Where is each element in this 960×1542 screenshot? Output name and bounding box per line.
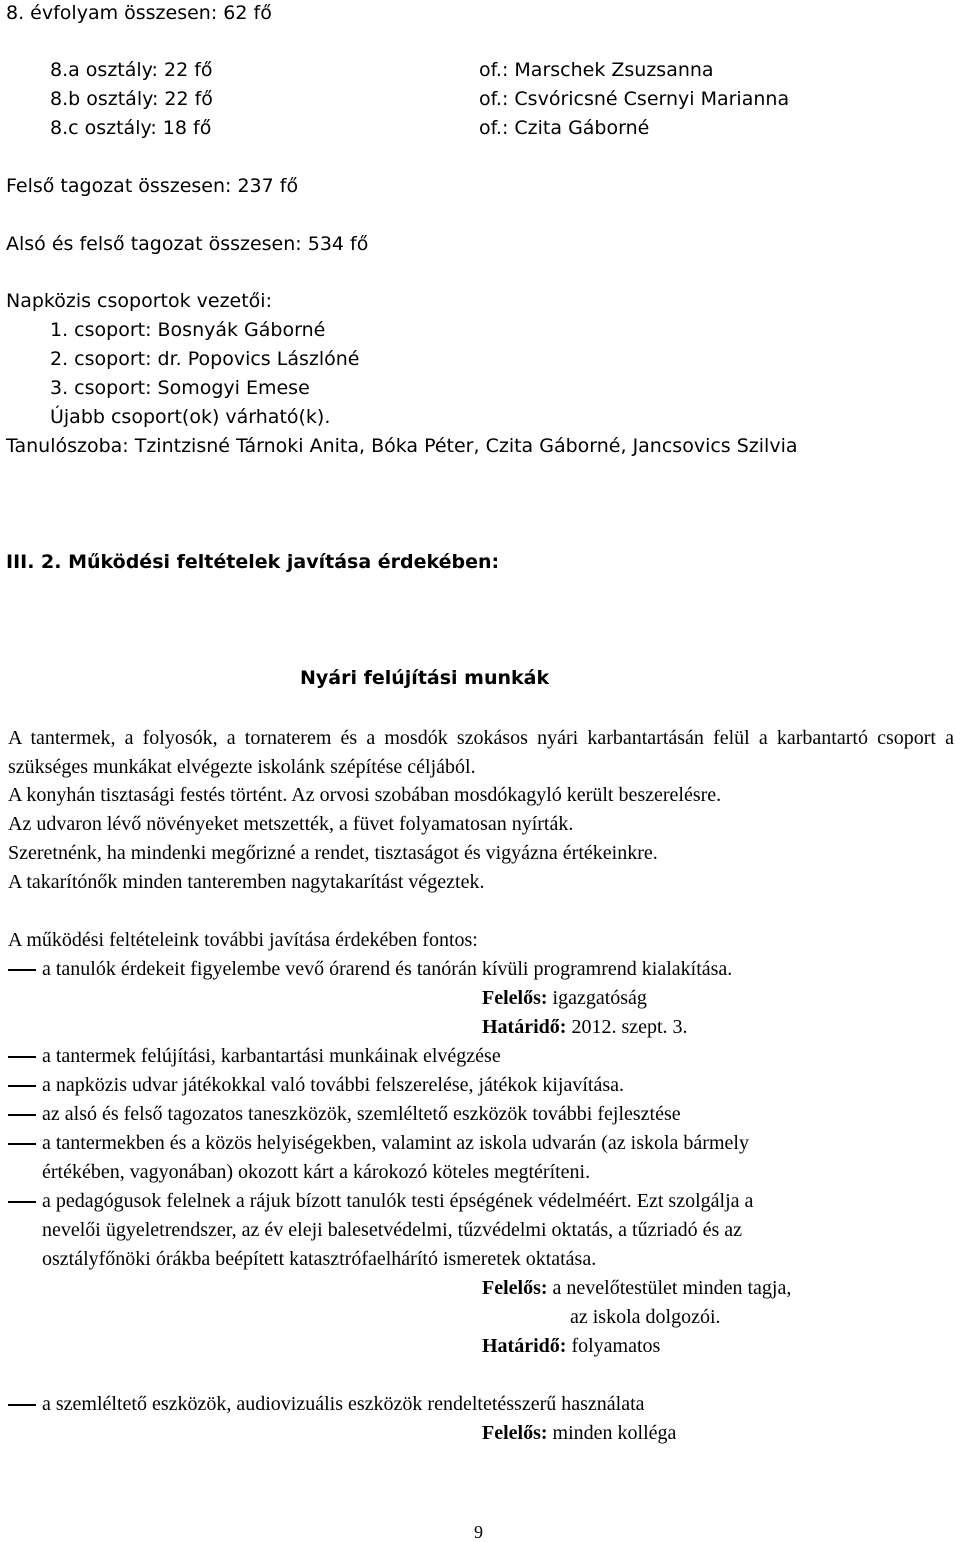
- class-8a-teacher: of.: Marschek Zsuzsanna: [479, 59, 714, 81]
- class-8a: 8.a osztály: 22 fő: [50, 59, 213, 81]
- tanuloszoba: Tanulószoba: Tzintzisné Tárnoki Anita, Bóka Péter, Czita Gáborné, Jancsovics Szilvia: [6, 435, 798, 457]
- item-1-responsible: [482, 988, 647, 1008]
- dash-bullet: [8, 1404, 36, 1406]
- item-6-responsible: [482, 1278, 791, 1298]
- deadline-label: Határidő:: [482, 1016, 567, 1038]
- item-4: az alsó és felső tagozatos taneszközök, szemléltető eszközök további fejlesztése: [42, 1103, 681, 1125]
- item-5-line-1: a tantermekben és a közös helyiségekben, valamint az iskola udvarán (az iskola bármely: [42, 1132, 749, 1154]
- item-6-line-1: a pedagógusok felelnek a rájuk bízott tanulók testi épségének védelméért. Ezt szolgálja a: [42, 1190, 754, 1212]
- item-6-line-2: nevelői ügyeletrendszer, az év eleji balesetvédelmi, tűzvédelmi oktatás, a tűzriadó és az: [42, 1219, 742, 1241]
- grade8-total: 8. évfolyam összesen: 62 fő: [6, 2, 272, 24]
- napkozi-heading: Napközis csoportok vezetői:: [6, 290, 272, 312]
- item-6-deadline: [482, 1336, 660, 1356]
- upper-total: Felső tagozat összesen: 237 fő: [6, 175, 299, 197]
- dash-bullet: [8, 1143, 36, 1145]
- item-3: a napközis udvar játékokkal való további felszerelése, játékok kijavítása.: [42, 1074, 625, 1096]
- responsible-label: Felelős:: [482, 987, 548, 1009]
- class-8b: 8.b osztály: 22 fő: [50, 88, 213, 110]
- item-6-responsible-2: az iskola dolgozói.: [570, 1306, 721, 1328]
- dash-bullet: [8, 1201, 36, 1203]
- item-2: a tantermek felújítási, karbantartási munkáinak elvégzése: [42, 1045, 501, 1067]
- dash-bullet: [8, 1085, 36, 1087]
- class-8b-teacher: of.: Csvóricsné Csernyi Marianna: [479, 88, 790, 110]
- section-heading: III. 2. Működési feltételek javítása érdekében:: [6, 551, 500, 573]
- deadline-value: folyamatos: [571, 1335, 661, 1357]
- section-line-4: A takarítónők minden tanteremben nagytakarítást végeztek.: [8, 871, 485, 893]
- section-line-1: A konyhán tisztasági festés történt. Az orvosi szobában mosdókagyló került beszerelésre.: [8, 784, 722, 806]
- deadline-label: Határidő:: [482, 1335, 567, 1357]
- napkozi-group-note: Újabb csoport(ok) várható(k).: [50, 406, 331, 428]
- class-8c: 8.c osztály: 18 fő: [50, 117, 212, 139]
- item-6-line-3: osztályfőnöki órákba beépített katasztrófaelhárító ismeretek oktatása.: [42, 1248, 597, 1270]
- napkozi-group-1: 1. csoport: Bosnyák Gáborné: [50, 319, 326, 341]
- item-5-line-2: értékében, vagyonában) okozott kárt a károkozó köteles megtéríteni.: [42, 1161, 591, 1183]
- section-subheading: Nyári felújítási munkák: [300, 667, 550, 689]
- responsible-value: minden kolléga: [552, 1422, 677, 1444]
- napkozi-group-3: 3. csoport: Somogyi Emese: [50, 377, 310, 399]
- dash-bullet: [8, 1056, 36, 1058]
- item-7: a szemléltető eszközök, audiovizuális eszközök rendeltetésszerű használata: [42, 1393, 645, 1415]
- responsible-value: a nevelőtestület minden tagja,: [552, 1277, 792, 1299]
- dash-bullet: [8, 969, 36, 971]
- napkozi-group-2: 2. csoport: dr. Popovics Lászlóné: [50, 348, 360, 370]
- improvements-intro: A működési feltételeink további javítása érdekében fontos:: [8, 929, 478, 951]
- item-1-deadline: [482, 1017, 688, 1037]
- deadline-value: 2012. szept. 3.: [571, 1016, 688, 1038]
- item-1: a tanulók érdekeit figyelembe vevő órarend és tanórán kívüli programrend kialakítása.: [42, 958, 733, 980]
- responsible-value: igazgatóság: [552, 987, 647, 1009]
- responsible-label: Felelős:: [482, 1277, 548, 1299]
- page-number: 9: [474, 1522, 483, 1542]
- all-total: Alsó és felső tagozat összesen: 534 fő: [6, 233, 369, 255]
- responsible-label: Felelős:: [482, 1422, 548, 1444]
- section-paragraph: A tantermek, a folyosók, a tornaterem és a mosdók szokásos nyári karbantartásán felül a karbantartó csoport a szükséges munkákat elvégezte iskolánk szépítése céljából.: [8, 727, 954, 778]
- dash-bullet: [8, 1114, 36, 1116]
- class-8c-teacher: of.: Czita Gáborné: [479, 117, 650, 139]
- section-line-3: Szeretnénk, ha mindenki megőrizné a rendet, tisztaságot és vigyázna értékeinkre.: [8, 842, 658, 864]
- section-line-2: Az udvaron lévő növényeket metszették, a füvet folyamatosan nyírták.: [8, 813, 574, 835]
- item-7-responsible: [482, 1423, 676, 1443]
